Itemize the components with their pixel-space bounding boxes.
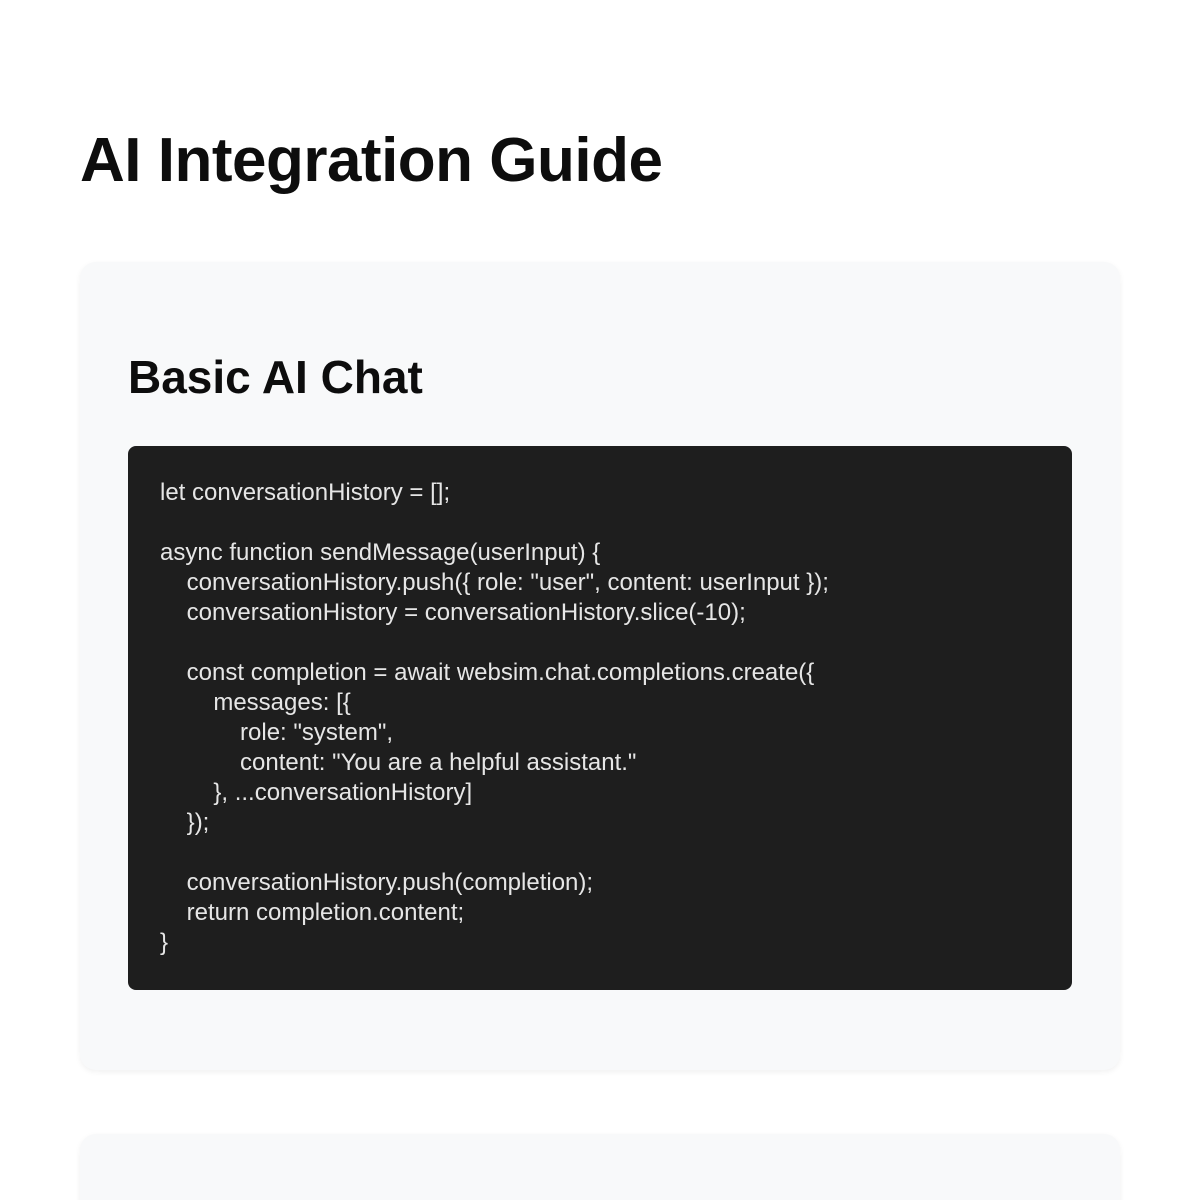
page-title: AI Integration Guide <box>80 126 663 195</box>
section-card-basic-ai-chat <box>80 262 1120 1070</box>
code-block[interactable] <box>128 446 1072 990</box>
section-title: Basic AI Chat <box>128 351 423 403</box>
section-card-next <box>80 1134 1120 1200</box>
code-text[interactable]: let conversationHistory = []; async function sendMessage(userInput) { conversationHistory.push({ role: "user", content: userInput }); conversationHistory = conversationHistory.slice(-10); const completion = await websim.chat.completions.create({ messages: [{ role: "system", content: "You are a helpful assistant." }, ...conversationHistory] }); conversationHistory.push(completion); return completion.content; } <box>160 479 829 956</box>
